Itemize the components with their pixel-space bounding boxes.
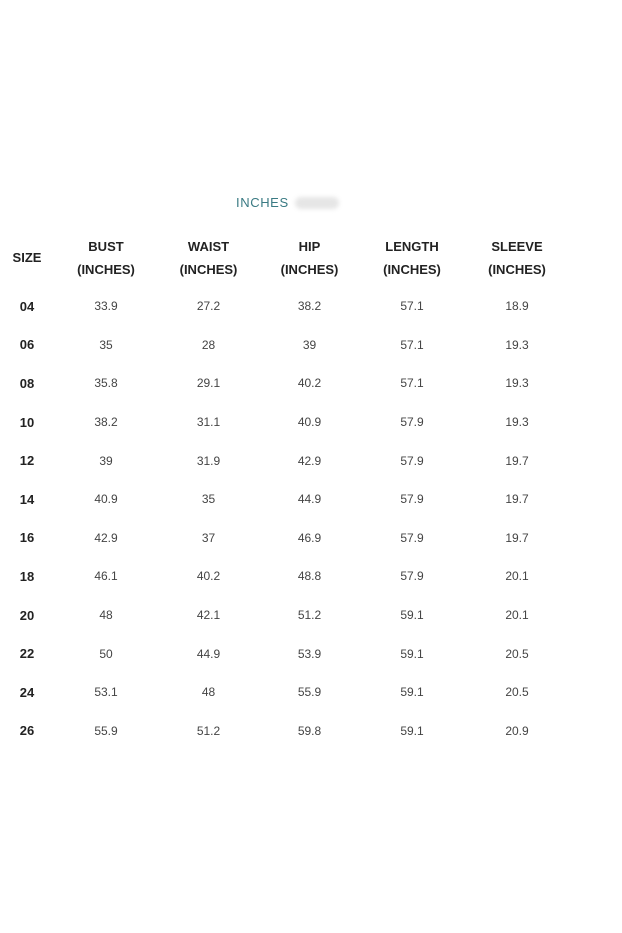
sleeve-cell: 19.3 bbox=[505, 337, 529, 352]
bust-cell: 40.9 bbox=[94, 492, 118, 507]
header-length bbox=[360, 232, 464, 283]
sleeve-cell: 18.9 bbox=[505, 299, 529, 314]
bust-cell: 35.8 bbox=[94, 376, 118, 391]
header-bust-unit: (INCHES) bbox=[77, 261, 135, 277]
sleeve-cell: 20.5 bbox=[505, 685, 529, 700]
bust-cell: 33.9 bbox=[94, 299, 118, 314]
size-cell: 10 bbox=[19, 414, 35, 430]
spacer-cell bbox=[570, 519, 622, 558]
spacer-cell bbox=[570, 403, 622, 442]
hip-cell: 39 bbox=[302, 337, 317, 352]
header-size-label: SIZE bbox=[12, 250, 42, 265]
table-row bbox=[0, 557, 622, 596]
bust-cell: 38.2 bbox=[94, 415, 118, 430]
spacer-cell bbox=[570, 364, 622, 403]
length-cell: 57.9 bbox=[400, 569, 424, 584]
bust-cell: 46.1 bbox=[94, 569, 118, 584]
hip-cell: 38.2 bbox=[297, 299, 322, 314]
bust-cell: 55.9 bbox=[94, 723, 118, 738]
size-cell: 12 bbox=[19, 453, 35, 469]
waist-cell: 48 bbox=[201, 685, 216, 700]
waist-cell: 40.2 bbox=[196, 569, 221, 584]
sleeve-cell: 19.3 bbox=[505, 415, 529, 430]
hip-cell: 59.8 bbox=[297, 723, 322, 738]
waist-cell: 42.1 bbox=[196, 608, 221, 623]
size-cell: 06 bbox=[19, 337, 35, 353]
bust-cell: 35 bbox=[99, 337, 113, 352]
table-row bbox=[0, 519, 622, 558]
unit-tab-inches[interactable] bbox=[236, 195, 339, 210]
sleeve-cell: 20.9 bbox=[505, 723, 529, 738]
header-size bbox=[0, 232, 54, 283]
waist-cell: 35 bbox=[201, 492, 216, 507]
size-chart-body bbox=[0, 283, 622, 750]
length-cell: 59.1 bbox=[400, 685, 424, 700]
bust-cell: 48 bbox=[99, 608, 113, 623]
hip-cell: 55.9 bbox=[297, 685, 322, 700]
length-cell: 59.1 bbox=[400, 723, 424, 738]
size-cell: 18 bbox=[19, 568, 35, 584]
blurred-unit-tab bbox=[295, 197, 339, 209]
size-cell: 26 bbox=[19, 723, 35, 739]
waist-cell: 31.9 bbox=[196, 453, 221, 468]
header-bust-label: BUST bbox=[88, 238, 124, 254]
length-cell: 57.1 bbox=[400, 299, 424, 314]
header-length-unit: (INCHES) bbox=[383, 261, 441, 277]
sleeve-cell: 19.7 bbox=[505, 530, 529, 545]
table-row bbox=[0, 403, 622, 442]
table-header-row bbox=[0, 232, 622, 283]
length-cell: 57.9 bbox=[400, 453, 424, 468]
spacer-cell bbox=[570, 480, 622, 519]
size-cell: 14 bbox=[19, 491, 35, 507]
spacer-cell bbox=[570, 326, 622, 365]
length-cell: 59.1 bbox=[400, 646, 424, 661]
header-sleeve-label: SLEEVE bbox=[491, 238, 543, 254]
waist-cell: 31.1 bbox=[196, 415, 221, 430]
header-spacer bbox=[570, 232, 622, 283]
waist-cell: 51.2 bbox=[196, 723, 221, 738]
spacer-cell bbox=[570, 596, 622, 635]
unit-tab-label: INCHES bbox=[236, 195, 289, 210]
waist-cell: 37 bbox=[201, 530, 216, 545]
table-row bbox=[0, 673, 622, 712]
header-waist-label: WAIST bbox=[187, 238, 230, 254]
header-bust bbox=[54, 232, 158, 283]
bust-cell: 39 bbox=[99, 453, 113, 468]
hip-cell: 40.9 bbox=[297, 415, 322, 430]
header-sleeve-unit: (INCHES) bbox=[488, 261, 546, 277]
sleeve-cell: 20.5 bbox=[505, 646, 529, 661]
spacer-cell bbox=[570, 441, 622, 480]
hip-cell: 46.9 bbox=[297, 530, 322, 545]
length-cell: 57.1 bbox=[400, 376, 424, 391]
table-row bbox=[0, 283, 622, 326]
waist-cell: 29.1 bbox=[196, 376, 221, 391]
spacer-cell bbox=[570, 673, 622, 712]
waist-cell: 27.2 bbox=[196, 299, 221, 314]
spacer-cell bbox=[570, 712, 622, 751]
header-hip bbox=[259, 232, 360, 283]
size-chart-table bbox=[0, 232, 622, 750]
header-hip-unit: (INCHES) bbox=[280, 261, 339, 277]
sleeve-cell: 19.7 bbox=[505, 453, 529, 468]
header-hip-label: HIP bbox=[298, 238, 321, 254]
spacer-cell bbox=[570, 283, 622, 326]
length-cell: 57.9 bbox=[400, 415, 424, 430]
hip-cell: 44.9 bbox=[297, 492, 322, 507]
table-row bbox=[0, 326, 622, 365]
length-cell: 59.1 bbox=[400, 608, 424, 623]
hip-cell: 53.9 bbox=[297, 646, 322, 661]
size-cell: 20 bbox=[19, 607, 35, 623]
sleeve-cell: 20.1 bbox=[505, 608, 529, 623]
header-length-label: LENGTH bbox=[385, 238, 439, 254]
header-sleeve bbox=[464, 232, 570, 283]
length-cell: 57.1 bbox=[400, 337, 424, 352]
size-cell: 24 bbox=[19, 684, 35, 700]
sleeve-cell: 19.3 bbox=[505, 376, 529, 391]
bust-cell: 50 bbox=[99, 646, 113, 661]
waist-cell: 28 bbox=[201, 337, 216, 352]
table-row bbox=[0, 364, 622, 403]
size-cell: 08 bbox=[19, 375, 35, 391]
hip-cell: 48.8 bbox=[297, 569, 322, 584]
size-cell: 04 bbox=[19, 298, 35, 314]
size-cell: 22 bbox=[19, 646, 35, 662]
table-row bbox=[0, 480, 622, 519]
table-row bbox=[0, 441, 622, 480]
table-row bbox=[0, 634, 622, 673]
table-row bbox=[0, 596, 622, 635]
sleeve-cell: 20.1 bbox=[505, 569, 529, 584]
size-cell: 16 bbox=[19, 530, 35, 546]
header-waist-unit: (INCHES) bbox=[179, 261, 238, 277]
hip-cell: 40.2 bbox=[297, 376, 322, 391]
spacer-cell bbox=[570, 557, 622, 596]
spacer-cell bbox=[570, 634, 622, 673]
hip-cell: 51.2 bbox=[297, 608, 322, 623]
length-cell: 57.9 bbox=[400, 530, 424, 545]
table-row bbox=[0, 712, 622, 751]
bust-cell: 53.1 bbox=[94, 685, 118, 700]
sleeve-cell: 19.7 bbox=[505, 492, 529, 507]
bust-cell: 42.9 bbox=[94, 530, 118, 545]
header-waist bbox=[158, 232, 259, 283]
length-cell: 57.9 bbox=[400, 492, 424, 507]
hip-cell: 42.9 bbox=[297, 453, 322, 468]
waist-cell: 44.9 bbox=[196, 646, 221, 661]
